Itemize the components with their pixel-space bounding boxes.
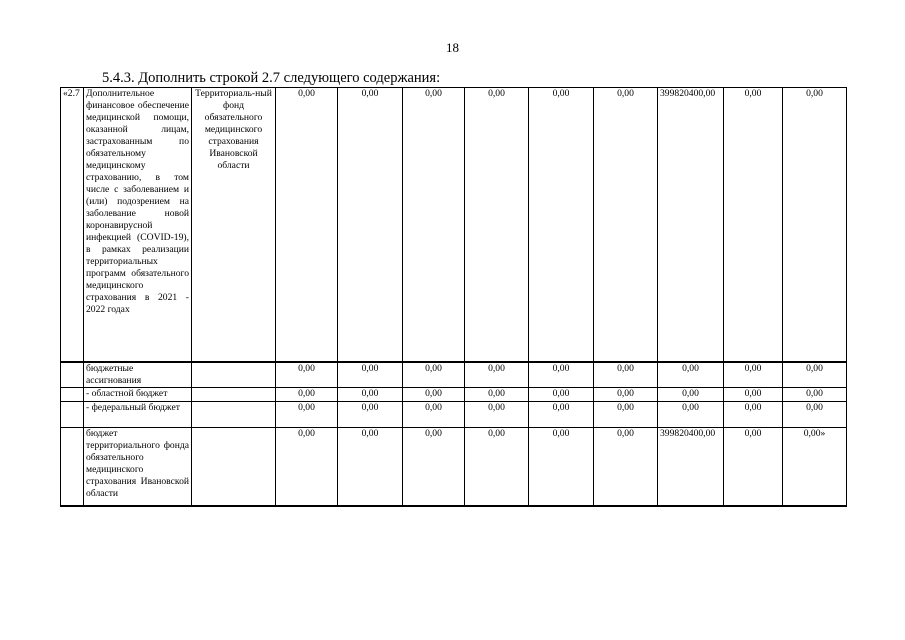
value-cell: 0,00 [658, 388, 724, 402]
row-name: бюджет территориального фонда обязательного медицинского страхования Ивановской области [84, 428, 192, 506]
value-cell: 0,00 [465, 402, 529, 428]
value-cell: 0,00 [338, 88, 403, 362]
value-cell: 0,00 [724, 88, 783, 362]
value-cell: 0,00 [783, 402, 847, 428]
row-executor [192, 402, 276, 428]
table-row [61, 388, 847, 402]
value-cell: 0,00 [783, 88, 847, 362]
value-cell: 0,00 [403, 428, 465, 506]
value-cell: 0,00 [724, 388, 783, 402]
table-row [61, 402, 847, 428]
value-cell: 0,00 [783, 362, 847, 388]
value-cell: 0,00 [276, 402, 338, 428]
value-cell: 399820400,00 [658, 88, 724, 362]
value-cell: 0,00 [529, 428, 594, 506]
value-cell: 0,00 [276, 388, 338, 402]
row-code [61, 428, 84, 506]
funding-table [60, 87, 847, 507]
row-name: - федеральный бюджет [84, 402, 192, 428]
table-row [61, 428, 847, 506]
value-cell: 0,00 [465, 428, 529, 506]
value-cell: 0,00 [276, 428, 338, 506]
value-cell: 399820400,00 [658, 428, 724, 506]
value-cell: 0,00 [465, 362, 529, 388]
value-cell: 0,00» [783, 428, 847, 506]
section-heading: 5.4.3. Дополнить строкой 2.7 следующего содержания: [102, 70, 441, 86]
value-cell: 0,00 [338, 428, 403, 506]
value-cell: 0,00 [529, 88, 594, 362]
value-cell: 0,00 [783, 388, 847, 402]
value-cell: 0,00 [724, 402, 783, 428]
value-cell: 0,00 [529, 402, 594, 428]
table-row [61, 88, 847, 362]
value-cell: 0,00 [529, 362, 594, 388]
value-cell: 0,00 [403, 388, 465, 402]
row-name: Дополнительное финансовое обеспечение медицинской помощи, оказанной лицам, застрахованным по обязательному медицинскому страхованию, в том числе с заболеванием и (или) подозрением на заболевание новой коронавирусной инфекцией (COVID-19), в рамках реализации территориальных программ обязательного медицинского страхования в 2021 - 2022 годах [84, 88, 192, 362]
row-code [61, 362, 84, 388]
value-cell: 0,00 [658, 362, 724, 388]
row-code [61, 388, 84, 402]
value-cell: 0,00 [403, 362, 465, 388]
value-cell: 0,00 [529, 388, 594, 402]
value-cell: 0,00 [724, 428, 783, 506]
value-cell: 0,00 [594, 88, 658, 362]
table-row [61, 362, 847, 388]
value-cell: 0,00 [594, 402, 658, 428]
row-executor [192, 362, 276, 388]
value-cell: 0,00 [276, 88, 338, 362]
value-cell: 0,00 [338, 402, 403, 428]
value-cell: 0,00 [594, 362, 658, 388]
value-cell: 0,00 [338, 362, 403, 388]
value-cell: 0,00 [594, 388, 658, 402]
row-name: - областной бюджет [84, 388, 192, 402]
value-cell: 0,00 [338, 388, 403, 402]
row-executor: Территориаль-ный фонд обязательного медицинского страхования Ивановской области [192, 88, 276, 362]
value-cell: 0,00 [403, 402, 465, 428]
row-executor [192, 388, 276, 402]
row-executor [192, 428, 276, 506]
value-cell: 0,00 [465, 388, 529, 402]
value-cell: 0,00 [724, 362, 783, 388]
value-cell: 0,00 [594, 428, 658, 506]
page-number: 18 [446, 40, 459, 55]
value-cell: 0,00 [276, 362, 338, 388]
value-cell: 0,00 [658, 402, 724, 428]
value-cell: 0,00 [403, 88, 465, 362]
row-code: «2.7 [61, 88, 84, 362]
row-code [61, 402, 84, 428]
row-name: бюджетные ассигнования [84, 362, 192, 388]
value-cell: 0,00 [465, 88, 529, 362]
